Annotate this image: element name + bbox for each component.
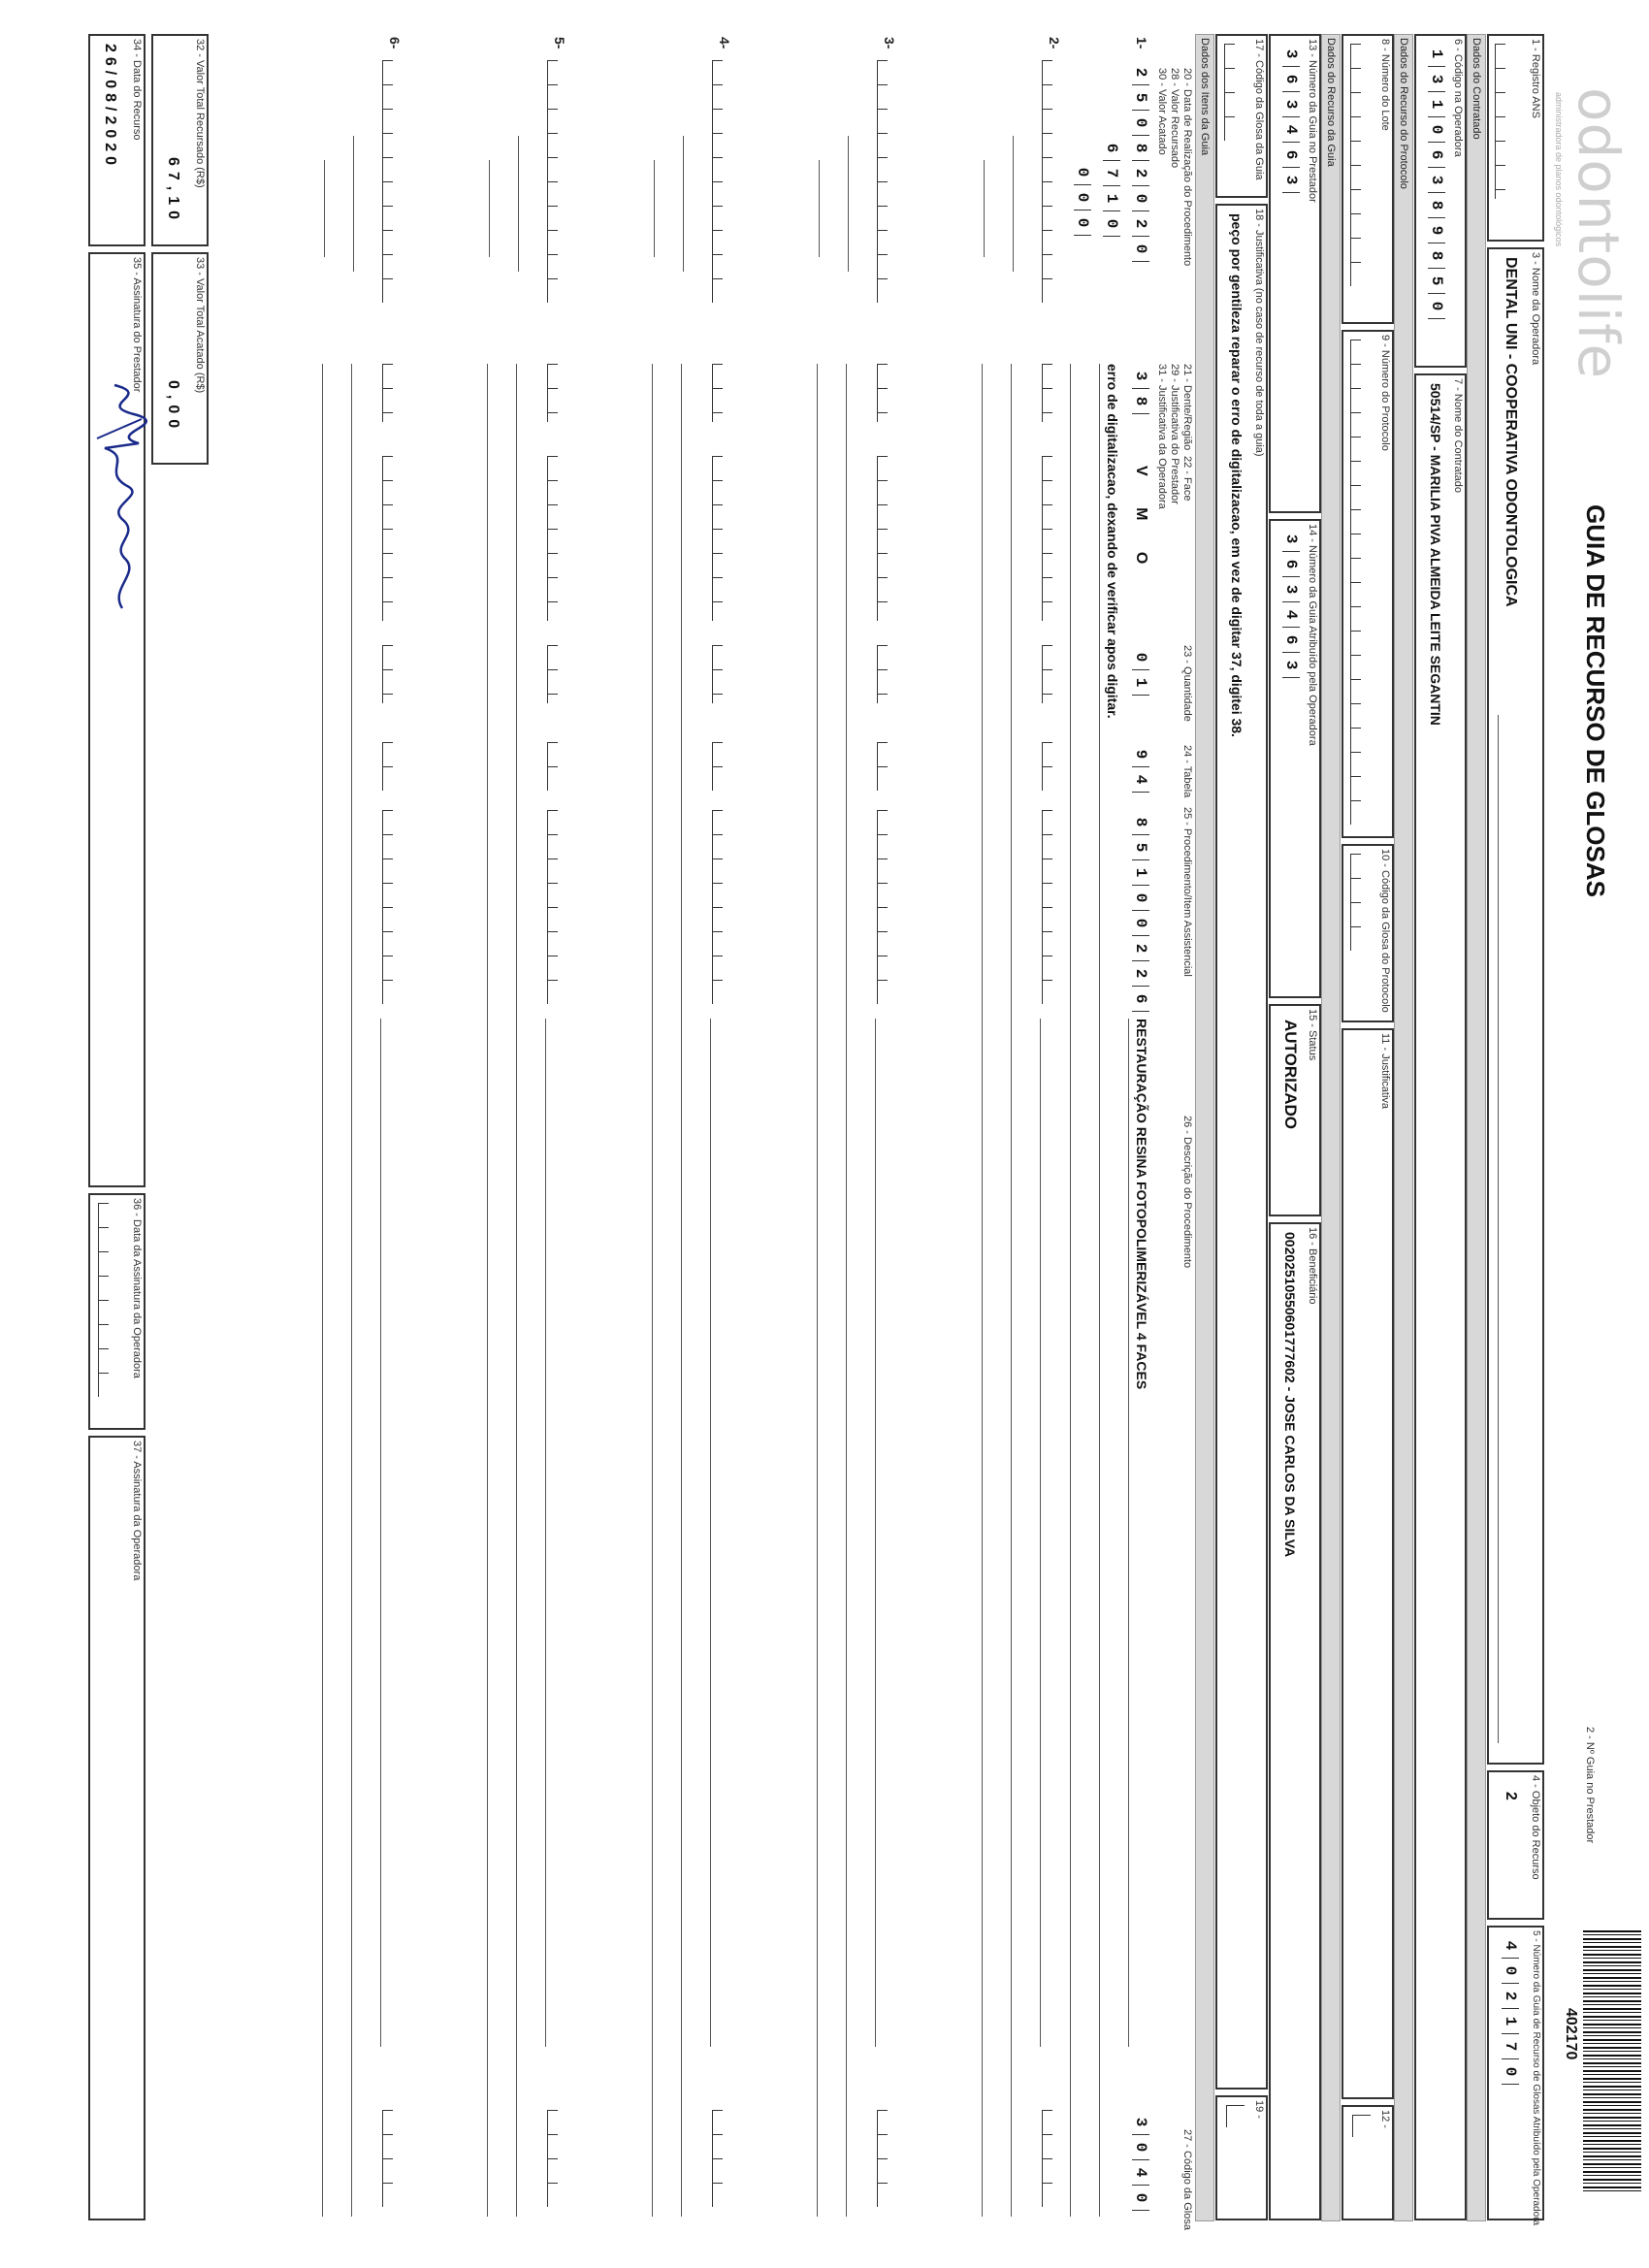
logo-tagline: administradora de planos odontológicos (1554, 92, 1564, 247)
item-input-slots[interactable] (877, 810, 895, 1004)
field-9-numero-protocolo[interactable]: 9 - Número do Protocolo (1342, 330, 1394, 838)
header-31: 31 - Justificativa da Operadora (1156, 364, 1168, 509)
item-input-slots[interactable] (547, 645, 566, 703)
item-input-slots[interactable] (1042, 456, 1060, 621)
item-input-slots[interactable] (712, 810, 730, 1004)
field-12[interactable]: 12 - (1342, 2105, 1394, 2220)
field-17-codigo-glosa-guia[interactable]: 17 - Código da Glosa da Guia (1215, 34, 1268, 198)
item-line (489, 160, 490, 257)
table-digit: 9 (1132, 742, 1149, 767)
item-input-slots[interactable] (382, 742, 401, 791)
f5-digit: 1 (1502, 2009, 1519, 2034)
item-input-slots[interactable] (712, 2110, 730, 2207)
item-input-slots[interactable] (547, 2110, 566, 2207)
date-digit: 8 (1132, 136, 1149, 161)
item-line (518, 136, 519, 272)
tooth-digit: 8 (1132, 389, 1149, 414)
field-8-numero-lote[interactable]: 8 - Número do Lote (1342, 34, 1394, 324)
header-22: 22 - Face (1181, 456, 1193, 502)
item-line (545, 1019, 546, 2047)
item-line (1013, 136, 1014, 272)
header-20: 20 - Data de Realização do Procedimento (1181, 68, 1193, 267)
item-input-slots[interactable] (382, 364, 401, 422)
field-10-codigo-glosa-protocolo[interactable]: 10 - Código da Glosa do Protocolo (1342, 844, 1394, 1022)
date-digit: 0 (1132, 186, 1149, 211)
f6-digit: 5 (1428, 269, 1445, 294)
field-6-codigo-operadora[interactable]: 6 - Código na Operadora 1 3 1 0 6 3 8 9 8 5 0 (1414, 34, 1467, 368)
date-digit: 0 (1132, 111, 1149, 136)
proc-digit: 2 (1132, 936, 1149, 961)
valor-recursado-digit: 0 (1103, 211, 1120, 237)
field-1-registro-ans[interactable]: 1 - Registro ANS (1487, 34, 1544, 242)
page-title: GUIA DE RECURSO DE GLOSAS (1581, 504, 1610, 897)
f5-digit: 0 (1502, 2059, 1519, 2085)
item-line (819, 160, 820, 257)
item-input-slots[interactable] (712, 742, 730, 791)
item-line (848, 136, 849, 272)
f13-digit: 4 (1282, 117, 1300, 143)
field-34-data-recurso[interactable]: 34 - Data do Recurso 26/08/2020 (88, 34, 146, 246)
item-line (353, 136, 354, 272)
proc-digit: 0 (1132, 911, 1149, 936)
f13-digit: 3 (1282, 168, 1300, 193)
field-16-beneficiario[interactable]: 16 - Beneficiário 00202510550601777602 - JOSE CARLOS DA SILVA (1269, 1222, 1321, 2220)
item-input-slots[interactable] (382, 60, 401, 303)
proc-digit: 6 (1132, 987, 1149, 1012)
f14-digit: 4 (1282, 602, 1300, 628)
field-7-nome-contratado[interactable]: 7 - Nome do Contratado 50514/SP - MARILIA PIVA ALMEIDA LEITE SEGANTIN (1414, 373, 1467, 2220)
proc-digit: 0 (1132, 886, 1149, 911)
qty-digit: 1 (1132, 670, 1149, 696)
item-line (817, 364, 818, 2217)
field-36-data-assinatura-operadora[interactable]: 36 - Data da Assinatura da Operadora (88, 1193, 146, 1430)
date-digit: 0 (1132, 237, 1149, 262)
valor-acatado-digit: 0 (1074, 211, 1091, 236)
valor-recursado-digit: 1 (1103, 186, 1120, 211)
item-input-slots[interactable] (712, 60, 730, 303)
item-line (351, 364, 352, 2217)
field-13-numero-guia-prestador[interactable]: 13 - Número da Guia no Prestador 3 6 3 4 6 3 (1269, 34, 1321, 513)
item-row-number: 4- (717, 37, 732, 49)
f6-digit: 3 (1428, 168, 1445, 193)
field-5-numero-guia-recurso[interactable]: 5 - Número da Guia de Recurso de Glosas Atribuído pela Operadora 4 0 2 1 7 0 (1487, 1926, 1544, 2220)
item-line (1011, 364, 1012, 2217)
item-input-slots[interactable] (712, 645, 730, 703)
item-row-number: 2- (1047, 37, 1062, 49)
item-line (652, 364, 653, 2217)
f6-digit: 0 (1428, 117, 1445, 143)
f5-digit: 7 (1502, 2034, 1519, 2059)
f14-digit: 3 (1282, 653, 1300, 678)
item-input-slots[interactable] (382, 810, 401, 1004)
date-digit: 5 (1132, 85, 1149, 111)
item-input-slots[interactable] (1042, 60, 1060, 303)
item-line (846, 364, 847, 2217)
proc-digit: 1 (1132, 860, 1149, 886)
f6-digit: 0 (1428, 294, 1445, 319)
item-input-slots[interactable] (1042, 742, 1060, 791)
field-32-valor-total-recursado[interactable]: 32 - Valor Total Recursado (R$) 67,10 (151, 34, 209, 246)
f6-digit: 8 (1428, 193, 1445, 218)
tooth-digit: 3 (1132, 364, 1149, 389)
date-digit: 2 (1132, 60, 1149, 85)
header-30: 30 - Valor Acatado (1156, 68, 1168, 155)
proc-digit: 2 (1132, 961, 1149, 987)
item-input-slots[interactable] (1042, 364, 1060, 422)
item-input-slots[interactable] (547, 364, 566, 422)
field-15-status[interactable]: 15 - Status AUTORIZADO (1269, 1004, 1321, 1216)
f14-digit: 6 (1282, 552, 1300, 577)
item-line (1040, 1019, 1041, 2047)
item-line (654, 160, 655, 257)
f13-digit: 3 (1282, 92, 1300, 117)
f14-digit: 3 (1282, 527, 1300, 552)
field-33-valor-total-acatado[interactable]: 33 - Valor Total Acatado (R$) 0,00 (151, 252, 209, 465)
valor-acatado-digit: 0 (1074, 160, 1091, 185)
item-input-slots[interactable] (547, 810, 566, 1004)
item-line (322, 364, 323, 2217)
item-input-slots[interactable] (382, 2110, 401, 2207)
guide-number-label: 2 - Nº Guia no Prestador (1584, 1727, 1596, 1844)
header-24: 24 - Tabela (1181, 745, 1193, 798)
item-row-number: 3- (882, 37, 897, 49)
item-line (380, 1019, 381, 2047)
item-line (982, 364, 983, 2217)
glosa-digit: 0 (1132, 2186, 1149, 2211)
field-11-justificativa[interactable]: 11 - Justificativa (1342, 1028, 1394, 2099)
item-input-slots[interactable] (547, 60, 566, 303)
section-protocolo: Dados do Recurso do Protocolo (1394, 34, 1413, 2221)
guide-number: 402170 (1563, 2008, 1579, 2060)
prestador-signature (85, 380, 163, 632)
qty-digit: 0 (1132, 645, 1149, 670)
valor-recursado-digit: 6 (1103, 136, 1120, 161)
item-input-slots[interactable] (877, 364, 895, 422)
item-row-number: 5- (552, 37, 567, 49)
f13-digit: 3 (1282, 42, 1300, 67)
f6-digit: 1 (1428, 92, 1445, 117)
item-line (683, 136, 684, 272)
glosa-digit: 0 (1132, 2135, 1149, 2160)
odontolife-logo: odontolife (1566, 87, 1632, 380)
item-input-slots[interactable] (1042, 810, 1060, 1004)
proc-digit: 5 (1132, 835, 1149, 860)
item-input-slots[interactable] (1042, 2110, 1060, 2207)
header-27: 27 - Código da Glosa (1181, 2129, 1193, 2230)
section-guia: Dados do Recurso da Guia (1321, 34, 1341, 2221)
item-line (710, 1019, 711, 2047)
item-input-slots[interactable] (877, 2110, 895, 2207)
field-37-assinatura-operadora[interactable]: 37 - Assinatura da Operadora (88, 1436, 146, 2220)
item-row-number: 6- (387, 37, 403, 49)
field-3-nome-operadora[interactable]: 3 - Nome da Operadora DENTAL UNI - COOPERATIVA ODONTOLOGICA (1487, 247, 1544, 1765)
item-input-slots[interactable] (877, 645, 895, 703)
item-input-slots[interactable] (712, 456, 730, 621)
header-21: 21 - Dente/Região (1181, 364, 1193, 451)
item-input-slots[interactable] (877, 742, 895, 791)
field-19[interactable]: 19 - (1215, 2095, 1268, 2220)
item-line (875, 1019, 876, 2047)
item-line (984, 160, 985, 257)
form-sheet: odontolife administradora de planos odontológicos GUIA DE RECURSO DE GLOSAS 2 - Nº Guia no Prestador 402170 1 - Registro ANS 3 - Nome da Operadora DENTAL UNI - COOPERATIVA ODONTOLOGICA 4 - Objeto do Recurso 2 5 - Número da Guia de Recurso de Glosas Atribuído pela Operadora 4 0 2 1 7 0 Dados do Contratado 6 - Código na Operadora 1 3 1 0 6 3 8 9 8 5 0 7 - Nome do Contratado 50514/SP - MARILIA PIVA ALMEIDA LEITE SEGANTIN Dados do Recurso do Protocolo 8 - Número do Lote 9 - Número do Protocolo 10 - Código da Glosa do Protocolo 11 - Justificativa 12 - Dados do Recurso da Guia 13 - Número da Guia no Prestador 3 6 3 4 6 3 14 - Número da Guia Atribuído pela Operadora 3 6 3 4 6 3 15 - Status AUTORIZADO 16 - Beneficiário 00202510550601777602 - JOSE CARLOS DA SILVA 17 - Código da Glosa da Guia 18 - Justificativa (no caso de recurso de toda a guia) peço por gentileza reparar o erro de digitalizacao, em vez de digitar 37, digitei 38. 19 - Dados dos Itens da Guia 20 - Data de Realização do Procedimento 28 - Valor Recursado 30 - Valor Acatado 21 - Dente/Região 29 - Justificativa do Prestador 31 - Justificativa da Operadora 22 - Face 23 - Quantidade 24 - Tabela 25 - Procedimento/Item Assistencial 26 - Descrição do Procedimento 27 - Código da Glosa 1- 2 5 0 8 2 0 2 0 3 8 V M O 0 1 9 4 8 5 1 0 0 2 2 6 RESTAURAÇÃO RESINA FOTOPOLIMERIZÁVEL 4 FACES 3 0 4 0 6 7 1 0 erro de digitalizacao, dexando de verificar apos digitar. 0 0 0 2- 3- 4- 5- 6- 32 - Valor Total Recursado (R$) 67,10 33 - Valor Total Acatado (R$) 0,00 34 - Data do Recurso 26/08/2020 35 - Assinatura do Prestador 36 - Data da Assinatura da Operadora 37 - Assinatura da Operadora (0, 0, 1649, 2268)
glosa-digit: 4 (1132, 2160, 1149, 2186)
section-itens: Dados dos Itens da Guia (1195, 34, 1214, 2221)
barcode-image (1583, 1930, 1641, 2192)
header-23: 23 - Quantidade (1181, 645, 1193, 722)
item-input-slots[interactable] (547, 456, 566, 621)
item-line (681, 364, 682, 2217)
f6-digit: 6 (1428, 143, 1445, 168)
item-input-slots[interactable] (1042, 645, 1060, 703)
date-digit: 2 (1132, 161, 1149, 186)
header-26: 26 - Descrição do Procedimento (1181, 1116, 1193, 1269)
section-contratado: Dados do Contratado (1467, 34, 1486, 2221)
item-line (324, 160, 325, 257)
f6-digit: 8 (1428, 243, 1445, 269)
field-14-numero-guia-operadora[interactable]: 14 - Número da Guia Atribuído pela Operadora 3 6 3 4 6 3 (1269, 519, 1321, 998)
field-4-objeto-recurso[interactable]: 4 - Objeto do Recurso 2 (1487, 1770, 1544, 1920)
header-29: 29 - Justificativa do Prestador (1169, 364, 1180, 504)
field-18-justificativa-guia[interactable]: 18 - Justificativa (no caso de recurso de toda a guia) peço por gentileza reparar o erro de digitalizacao, em vez de digitar 37, digitei 38. (1215, 204, 1268, 2090)
f6-digit: 9 (1428, 218, 1445, 243)
item-line (487, 364, 488, 2217)
item-line (516, 364, 517, 2217)
item-input-slots[interactable] (382, 456, 401, 621)
item-input-slots[interactable] (547, 742, 566, 791)
item-input-slots[interactable] (877, 60, 895, 303)
valor-recursado-digit: 7 (1103, 161, 1120, 186)
f6-digit: 3 (1428, 67, 1445, 92)
table-digit: 4 (1132, 767, 1149, 793)
proc-digit: 8 (1132, 810, 1149, 835)
header-28: 28 - Valor Recursado (1169, 68, 1180, 169)
f14-digit: 6 (1282, 628, 1300, 653)
field-35-assinatura-prestador[interactable]: 35 - Assinatura do Prestador (88, 252, 146, 1187)
glosa-digit: 3 (1132, 2110, 1149, 2135)
f13-digit: 6 (1282, 143, 1300, 168)
item-input-slots[interactable] (382, 645, 401, 703)
valor-acatado-digit: 0 (1074, 185, 1091, 211)
item-input-slots[interactable] (877, 456, 895, 621)
f13-digit: 6 (1282, 67, 1300, 92)
f6-digit: 1 (1428, 42, 1445, 67)
f14-digit: 3 (1282, 577, 1300, 602)
header-25: 25 - Procedimento/Item Assistencial (1181, 807, 1193, 977)
item-input-slots[interactable] (712, 364, 730, 422)
f5-digit: 0 (1502, 1959, 1519, 1984)
date-digit: 2 (1132, 211, 1149, 237)
f5-digit: 2 (1502, 1984, 1519, 2009)
f5-digit: 4 (1502, 1933, 1519, 1959)
